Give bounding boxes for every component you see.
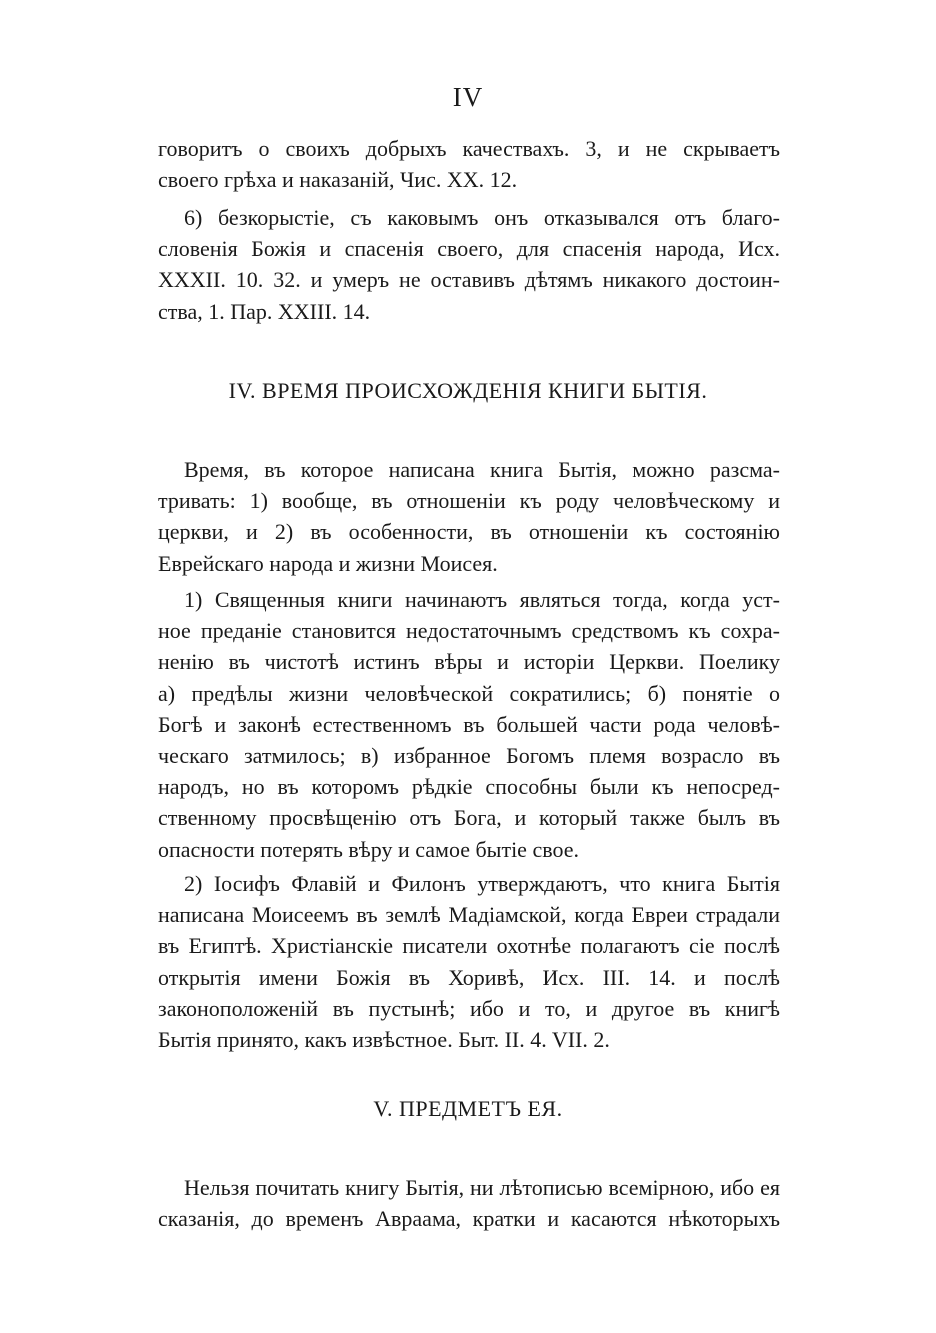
text-line: Нельзя почитать книгу Бытія, ни лѣтописью всемірною, ибо ея	[184, 1175, 780, 1200]
text-line: Еврейскаго народа и жизни Моисея.	[158, 550, 498, 576]
paragraph-josephus-philo	[158, 868, 780, 1055]
paragraph-time-intro	[158, 454, 780, 579]
text-line: словенія Божія и спасенія своего, для спасенія народа, Исх.	[158, 236, 780, 262]
text-line: XXXII. 10. 32. и умеръ не оставивъ дѣтямъ никакого достоин-	[158, 267, 780, 293]
section-heading-subject: V. ПРЕДМЕТЪ ЕЯ.	[373, 1096, 563, 1121]
paragraph-continuation	[158, 133, 780, 195]
text-line: законоположеній въ пустынѣ; ибо и то, и другое въ книгѣ	[158, 995, 780, 1021]
text-line: ненію въ чистотѣ истинъ вѣры и исторіи Церкви. Поелику	[158, 649, 780, 675]
paragraph-subject	[158, 1172, 780, 1234]
text-line: 6) безкорыстіе, съ каковымъ онъ отказывался отъ благо-	[184, 205, 780, 230]
text-line: Богѣ и законѣ естественномъ въ большей части рода человѣ-	[158, 711, 780, 737]
section-heading-time-of-origin: IV. ВРЕМЯ ПРОИСХОЖДЕНІЯ КНИГИ БЫТІЯ.	[228, 378, 708, 403]
text-line: написана Моисеемъ въ землѣ Мадіамской, когда Евреи страдали	[158, 902, 780, 928]
text-line: опасности потерять вѣру и самое бытіе свое.	[158, 836, 579, 862]
text-line: въ Египтѣ. Христіанскіе писатели охотнѣе полагаютъ сіе послѣ	[158, 933, 780, 959]
text-line: народъ, но въ которомъ рѣдкіе способны были къ непосред-	[158, 774, 780, 800]
text-line: тривать: 1) вообще, въ отношеніи къ роду человѣческому и	[158, 488, 780, 514]
paragraph-disinterestedness	[158, 202, 780, 327]
text-line: церкви, и 2) въ особенности, въ отношеніи къ состоянію	[158, 519, 780, 545]
text-line: Бытія принято, какъ извѣстное. Быт. II. 4. VII. 2.	[158, 1026, 610, 1052]
text-line: 1) Священныя книги начинаютъ являться тогда, когда уст-	[184, 587, 780, 612]
text-line: ства, 1. Пар. XXIII. 14.	[158, 298, 371, 324]
text-line: своего грѣха и наказаній, Чис. XX. 12.	[158, 167, 518, 193]
text-line: сказанія, до временъ Авраама, кратки и касаются нѣкоторыхъ	[158, 1206, 780, 1232]
text-line: а) предѣлы жизни человѣческой сократились; б) понятіе о	[158, 680, 780, 706]
paragraph-sacred-books	[158, 584, 780, 865]
text-line: ческаго затмилось; в) избранное Богомъ племя возрасло въ	[158, 742, 780, 768]
text-line: открытія имени Божія въ Хоривѣ, Исх. III. 14. и послѣ	[158, 964, 780, 990]
text-line: ственному просвѣщенію отъ Бога, и который также былъ въ	[158, 805, 780, 831]
text-line: говоритъ о своихъ добрыхъ качествахъ. 3, и не скрываетъ	[158, 136, 780, 161]
text-line: 2) Іосифъ Флавій и Филонъ утверждаютъ, что книга Бытія	[184, 871, 780, 896]
text-line: Время, въ которое написана книга Бытія, можно разсма-	[184, 457, 780, 482]
text-line: ное преданіе становится недостаточнымъ средствомъ къ сохра-	[158, 618, 780, 644]
page-number: IV	[452, 82, 484, 112]
